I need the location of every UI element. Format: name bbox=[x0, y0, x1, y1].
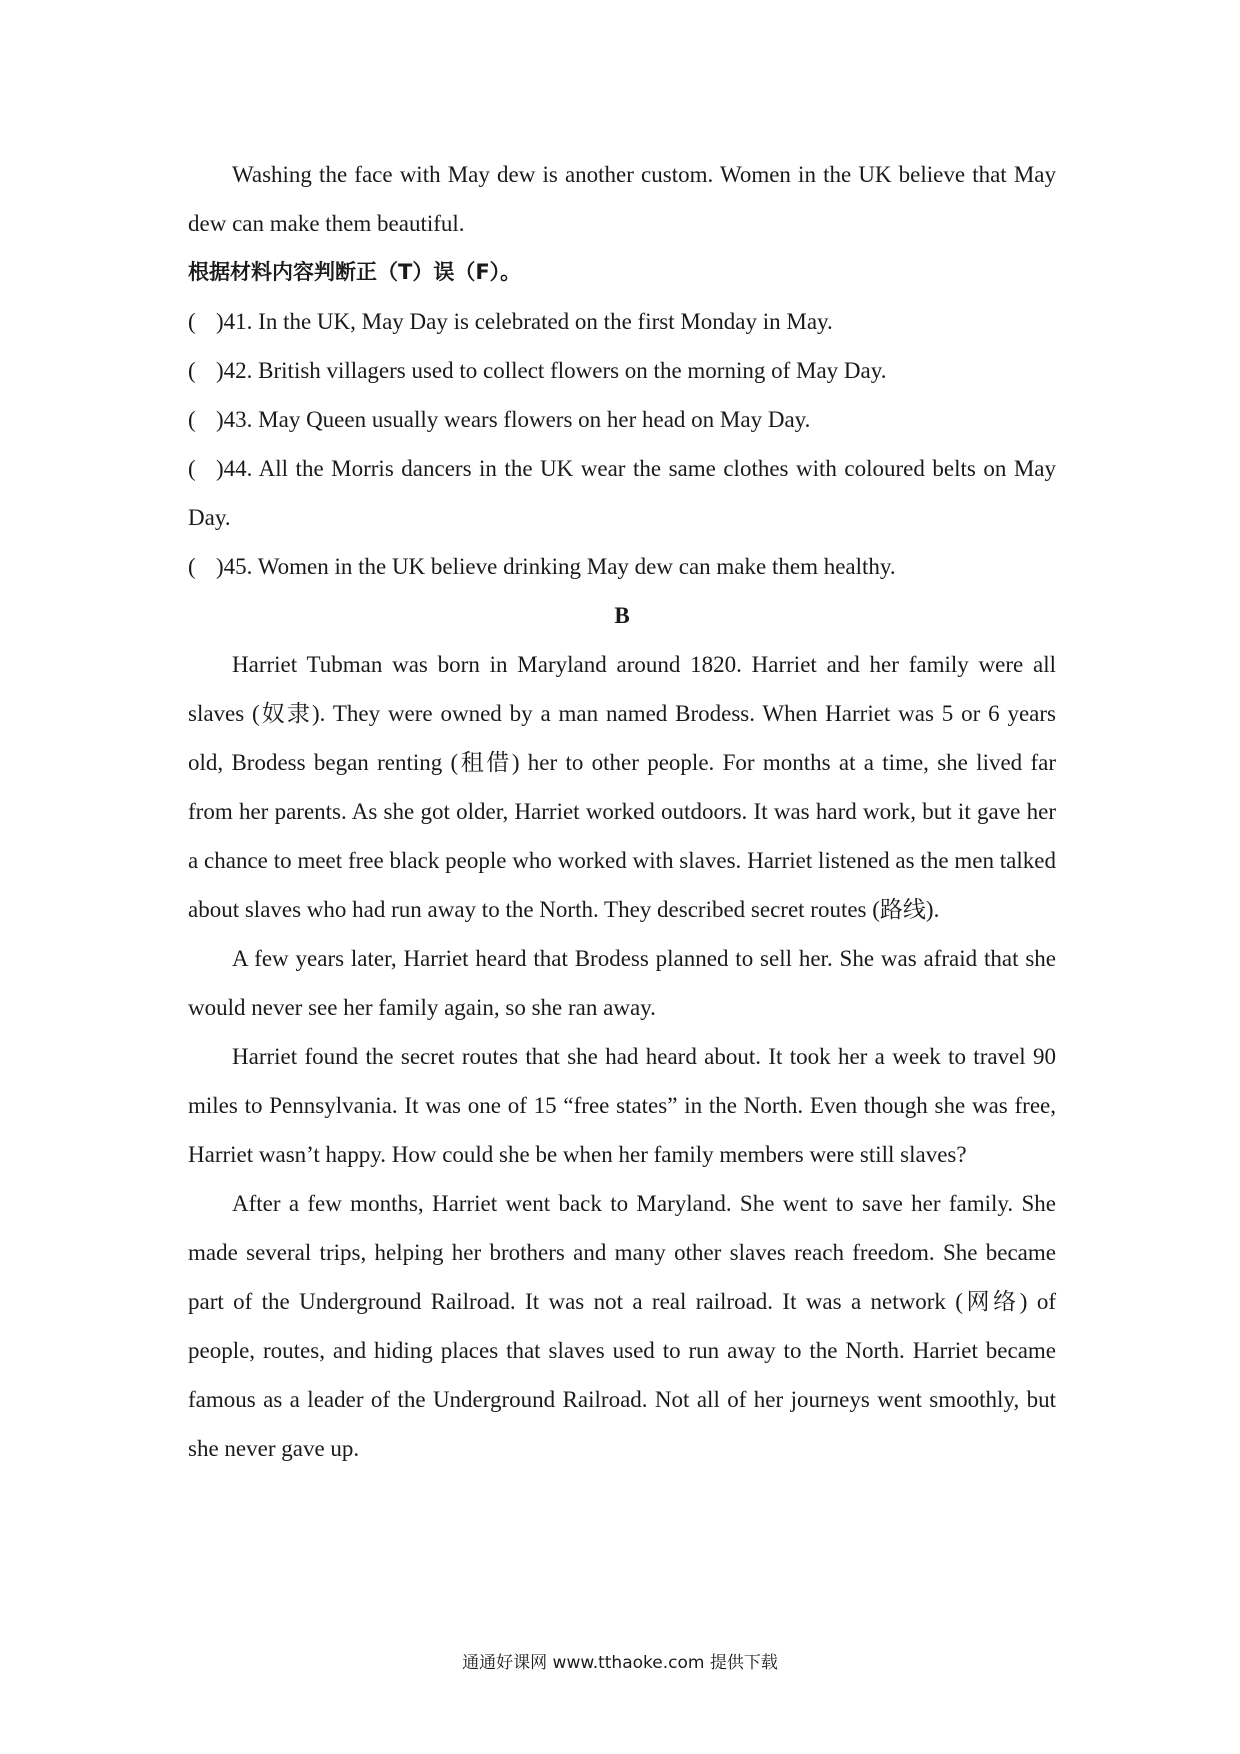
question-paren: ( bbox=[188, 407, 196, 432]
passage-b-paragraph: Harriet found the secret routes that she had heard about. It took her a week to travel 90 miles to Pennsylvania. It was one of 15 “free states” in the North. Even though she was free, Harriet wasn’t happy. How could she be when her family members were still slaves? bbox=[188, 1044, 1056, 1167]
question-list bbox=[188, 297, 1056, 591]
question-item bbox=[188, 444, 1056, 542]
question-text: )42. British villagers used to collect flowers on the morning of May Day. bbox=[216, 358, 887, 383]
instruction-heading: 根据材料内容判断正（T）误（F）。 bbox=[188, 260, 522, 284]
question-paren: ( bbox=[188, 554, 196, 579]
question-text: )44. All the Morris dancers in the UK wear the same clothes with coloured belts on May Day. bbox=[188, 456, 1056, 530]
page-footer: 通通好课网 www.tthaoke.com 提供下载 bbox=[462, 1653, 778, 1673]
question-text: )45. Women in the UK believe drinking May dew can make them healthy. bbox=[216, 554, 896, 579]
document-page bbox=[188, 150, 1056, 1473]
question-item bbox=[188, 346, 1056, 395]
question-paren: ( bbox=[188, 309, 196, 334]
passage-a-paragraph: Washing the face with May dew is another custom. Women in the UK believe that May dew can make them beautiful. bbox=[188, 162, 1056, 236]
passage-b bbox=[188, 640, 1056, 1473]
question-paren: ( bbox=[188, 456, 196, 481]
section-b-title: B bbox=[614, 603, 630, 628]
question-item bbox=[188, 297, 1056, 346]
question-item bbox=[188, 542, 1056, 591]
question-text: )43. May Queen usually wears flowers on her head on May Day. bbox=[216, 407, 811, 432]
passage-b-paragraph: A few years later, Harriet heard that Brodess planned to sell her. She was afraid that she would never see her family again, so she ran away. bbox=[188, 946, 1056, 1020]
passage-b-paragraph: After a few months, Harriet went back to Maryland. She went to save her family. She made several trips, helping her brothers and many other slaves reach freedom. She became part of the Underground Railroad. It was not a real railroad. It was a network (网络) of people, routes, and hiding places that slaves used to run away to the North. Harriet became famous as a leader of the Underground Railroad. Not all of her journeys went smoothly, but she never gave up. bbox=[188, 1191, 1056, 1461]
question-text: )41. In the UK, May Day is celebrated on the first Monday in May. bbox=[216, 309, 833, 334]
question-paren: ( bbox=[188, 358, 196, 383]
question-item bbox=[188, 395, 1056, 444]
passage-b-paragraph: Harriet Tubman was born in Maryland around 1820. Harriet and her family were all slaves (奴隶). They were owned by a man named Brodess. When Harriet was 5 or 6 years old, Brodess began renting (租借) her to other people. For months at a time, she lived far from her parents. As she got older, Harriet worked outdoors. It was hard work, but it gave her a chance to meet free black people who worked with slaves. Harriet listened as the men talked about slaves who had run away to the North. They described secret routes (路线). bbox=[188, 652, 1056, 922]
